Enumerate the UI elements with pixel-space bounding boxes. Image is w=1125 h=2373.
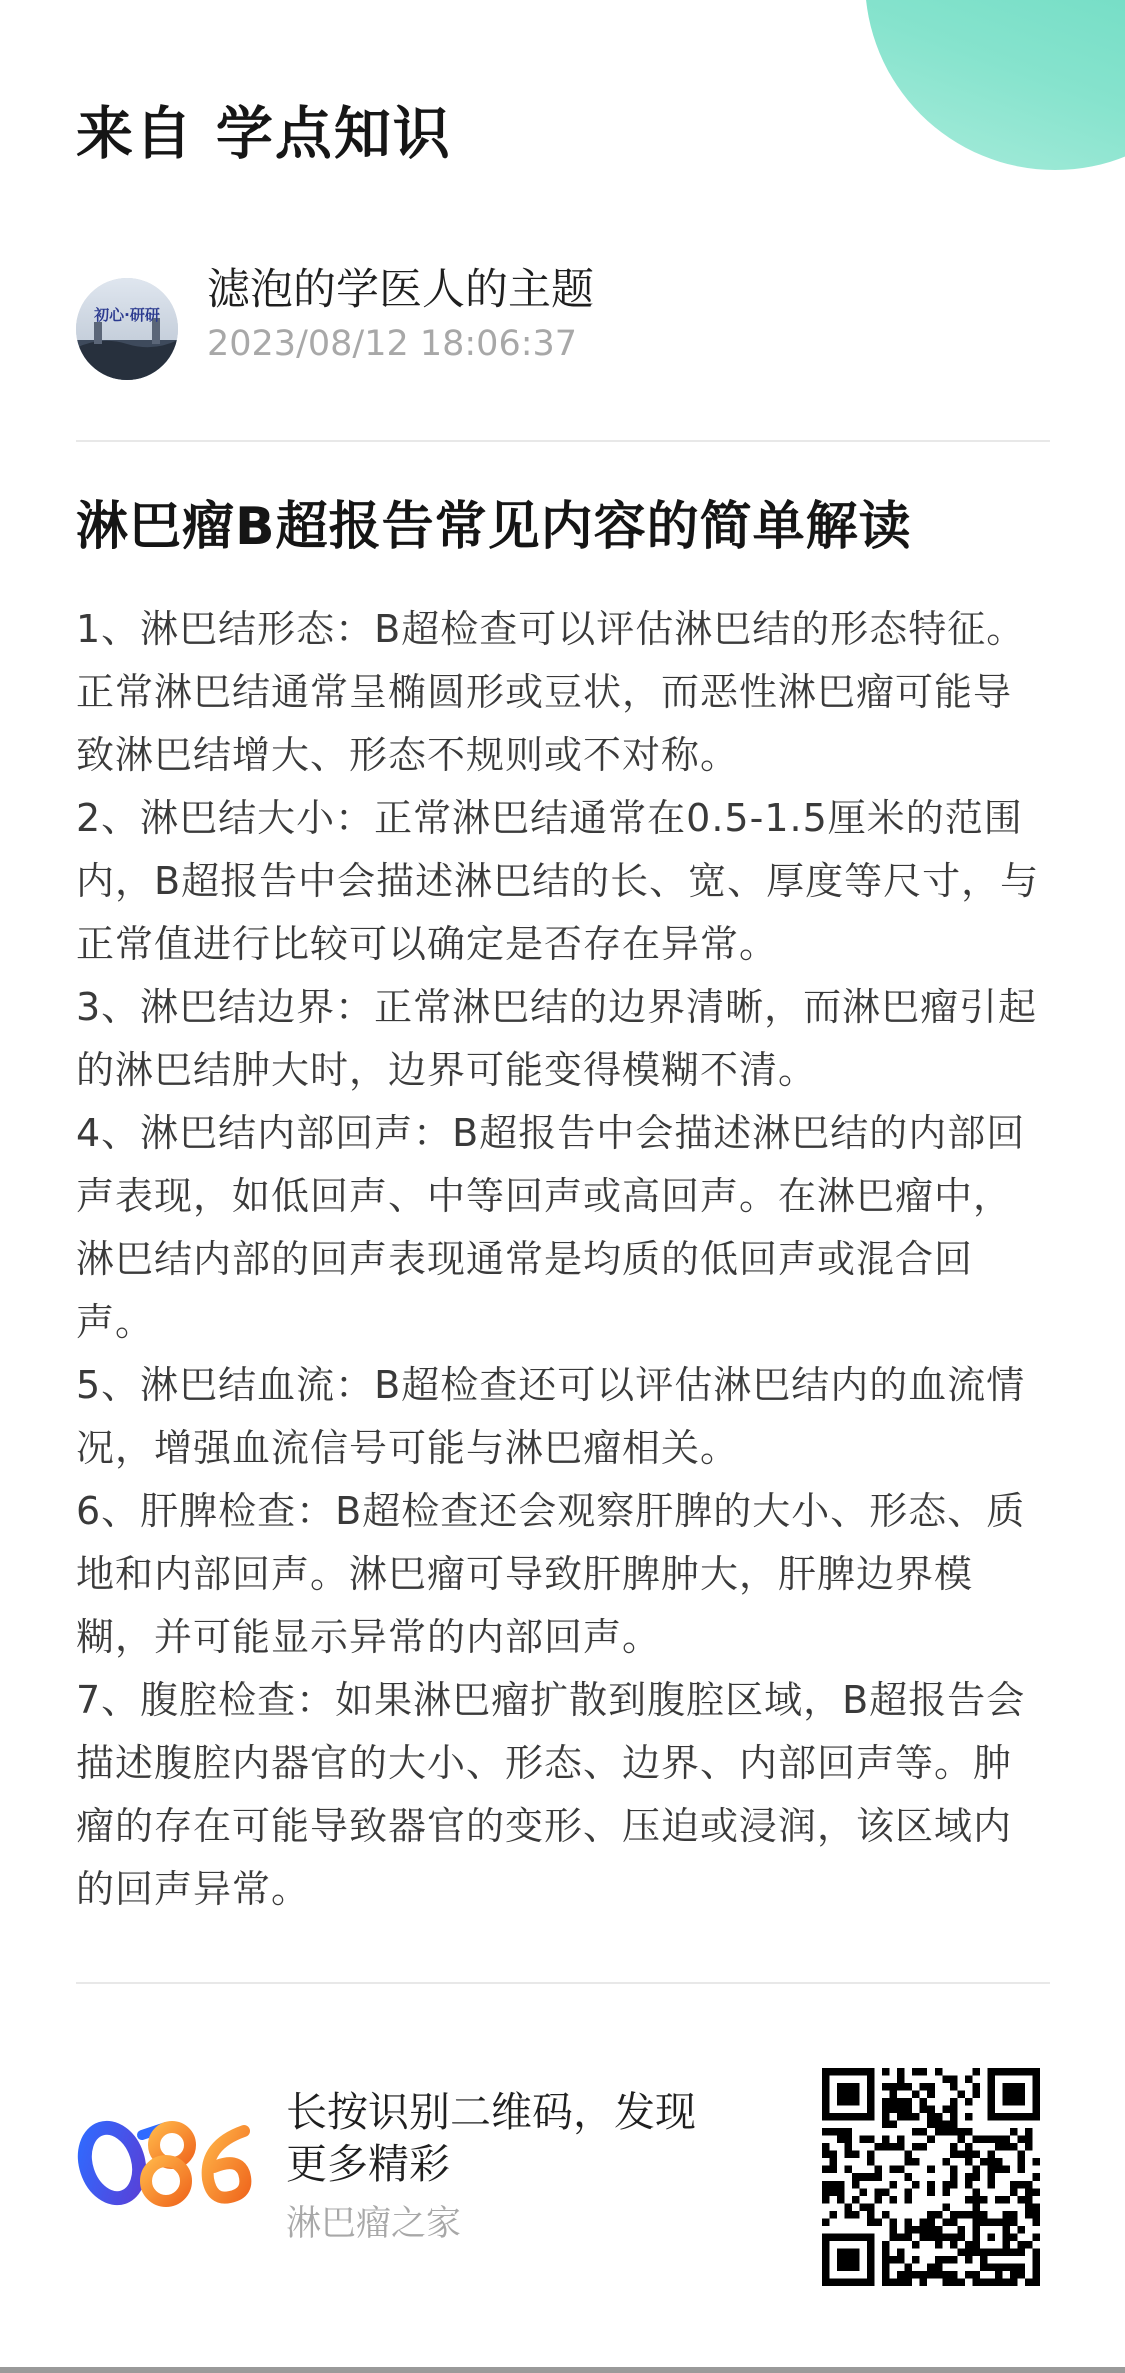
qr-code[interactable] <box>822 2068 1040 2286</box>
post-timestamp: 2023/08/12 18:06:37 <box>207 324 578 364</box>
article-title: 淋巴瘤B超报告常见内容的简单解读 <box>76 497 912 557</box>
author-row[interactable] <box>76 248 1050 378</box>
article-paragraph: 3、淋巴结边界：正常淋巴结的边界清晰，而淋巴瘤引起的淋巴结肿大时，边界可能变得模糊不清。 <box>76 985 1038 1092</box>
divider-bottom <box>76 1982 1050 1984</box>
article-paragraph: 1、淋巴结形态：B超检查可以评估淋巴结的形态特征。正常淋巴结通常呈椭圆形或豆状，而恶性淋巴瘤可能导致淋巴结增大、形态不规则或不对称。 <box>76 607 1026 777</box>
article-body <box>76 598 1050 1921</box>
article-paragraph: 5、淋巴结血流：B超检查还可以评估淋巴结内的血流情况，增强血流信号可能与淋巴瘤相关。 <box>76 1363 1026 1470</box>
avatar-text: 初心·研研 <box>94 306 160 324</box>
avatar-image <box>76 278 178 380</box>
source-header: 来自 学点知识 <box>76 101 452 167</box>
brand-name: 淋巴瘤之家 <box>286 2204 462 2244</box>
corner-decoration <box>865 0 1125 170</box>
qr-code-image <box>822 2068 1040 2286</box>
logo-086-icon <box>74 2105 264 2215</box>
article-paragraph: 2、淋巴结大小：正常淋巴结通常在0.5-1.5厘米的范围内，B超报告中会描述淋巴结的长、宽、厚度等尺寸，与正常值进行比较可以确定是否存在异常。 <box>76 796 1040 966</box>
qr-call-to-action: 长按识别二维码，发现更多精彩 <box>286 2088 696 2188</box>
avatar[interactable] <box>76 278 178 380</box>
divider-top <box>76 440 1050 442</box>
article-paragraph: 6、肝脾检查：B超检查还会观察肝脾的大小、形态、质地和内部回声。淋巴瘤可导致肝脾肿大，肝脾边界模糊，并可能显示异常的内部回声。 <box>76 1489 1026 1659</box>
bottom-edge <box>0 2367 1125 2373</box>
brand-logo <box>74 2105 264 2215</box>
author-name[interactable]: 滤泡的学医人的主题 <box>207 265 594 315</box>
article-paragraph: 7、腹腔检查：如果淋巴瘤扩散到腹腔区域，B超报告会描述腹腔内器官的大小、形态、边界、内部回声等。肿瘤的存在可能导致器官的变形、压迫或浸润，该区域内的回声异常。 <box>76 1678 1026 1911</box>
article-paragraph: 4、淋巴结内部回声：B超报告中会描述淋巴结的内部回声表现，如低回声、中等回声或高回声。在淋巴瘤中，淋巴结内部的回声表现通常是均质的低回声或混合回声。 <box>76 1111 1026 1344</box>
